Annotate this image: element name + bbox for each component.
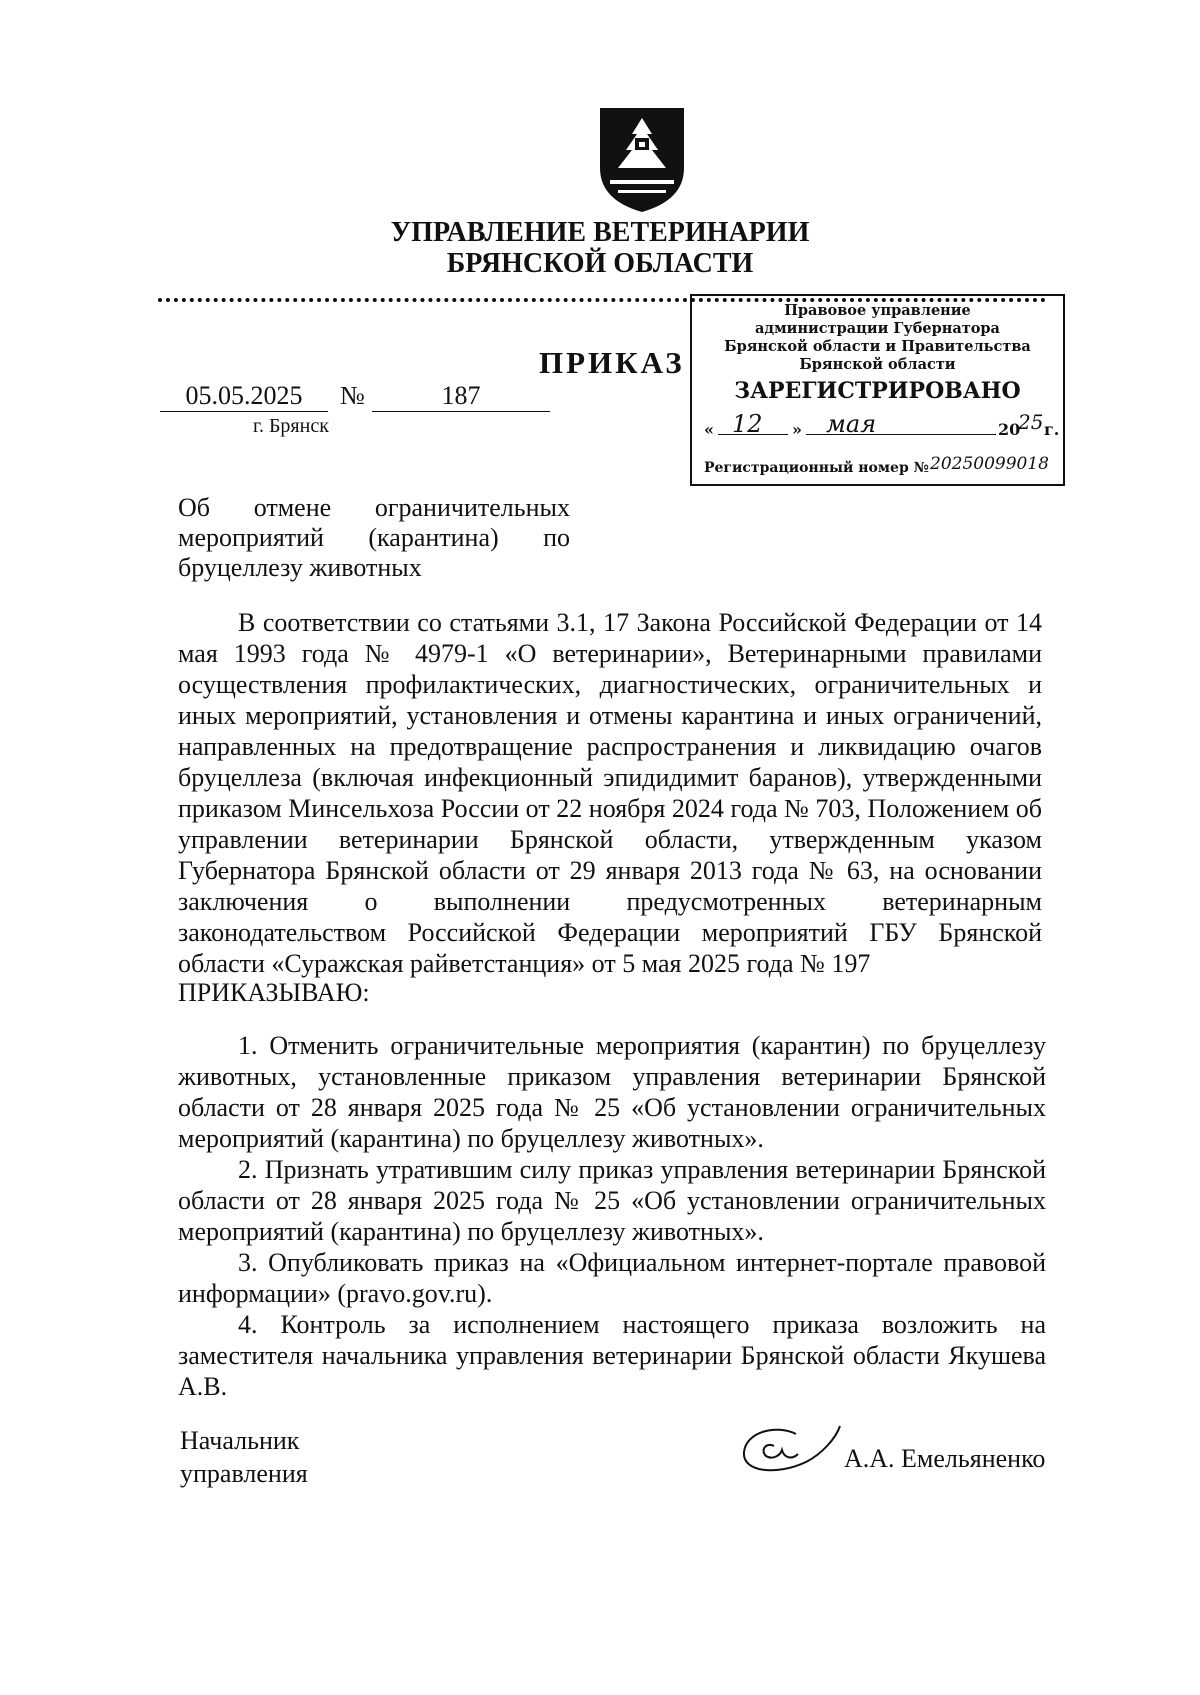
order-item-4: 4. Контроль за исполнением настоящего приказа возложить на заместителя начальника управления ветеринарии Брянской области Якушева А.В. [178, 1310, 1046, 1401]
order-items [178, 1030, 1046, 1402]
document-type-title: ПРИКАЗ [539, 345, 685, 380]
order-command: ПРИКАЗЫВАЮ: [178, 978, 370, 1007]
order-subject: Об отмене ограничительных мероприятий (карантина) по бруцеллезу животных [178, 493, 570, 582]
order-item-2: 2. Признать утратившим силу приказ управления ветеринарии Брянской области от 28 января 2025 года № 25 «Об установлении ограничительных мероприятий (карантина) по бруцеллезу животных». [178, 1155, 1046, 1246]
stamp-registered: ЗАРЕГИСТРИРОВАНО [734, 378, 1021, 404]
order-item-3: 3. Опубликовать приказ на «Официальном интернет-портале правовой информации» (pravo.gov.ru). [178, 1248, 1046, 1308]
stamp-reg-number: 20250099018 [930, 454, 1049, 474]
stamp-date-row: « 12 » мая 20 25 г. [704, 410, 1060, 439]
signatory-name: А.А. Емельяненко [844, 1444, 1046, 1473]
order-number: 187 [372, 381, 550, 412]
stamp-year-unit: г. [1044, 420, 1060, 439]
order-number-label: № [340, 381, 365, 410]
order-date: 05.05.2025 [160, 381, 328, 412]
coat-of-arms-emblem [596, 104, 688, 216]
position-line-1: Начальник [180, 1426, 300, 1455]
handwritten-signature [736, 1418, 856, 1482]
org-title-line1: УПРАВЛЕНИЕ ВЕТЕРИНАРИИ [390, 217, 810, 248]
stamp-line-4: Брянской области [799, 356, 956, 373]
stamp-month: мая [826, 410, 877, 438]
order-city: г. Брянск [253, 415, 329, 437]
order-item-1: 1. Отменить ограничительные мероприятия (карантин) по бруцеллезу животных, установленные приказом управления ветеринарии Брянской области от 28 января 2025 года № 25 «Об установлении ограничительных мероприятий (карантина) по бруцеллезу животных». [178, 1031, 1046, 1153]
stamp-reg-label: Регистрационный номер № [704, 460, 929, 476]
signatory-position [180, 1424, 308, 1490]
stamp-day: 12 [732, 410, 763, 438]
stamp-year-suffix: 25 [1018, 410, 1044, 434]
stamp-line-1: Правовое управление [784, 302, 971, 319]
org-title-line2: БРЯНСКОЙ ОБЛАСТИ [446, 248, 754, 279]
stamp-line-3: Брянской области и Правительства [724, 338, 1031, 355]
position-line-2: управления [180, 1459, 308, 1488]
stamp-year-prefix: 20 [998, 420, 1021, 439]
preamble-paragraph: В соответствии со статьями 3.1, 17 Закона Российской Федерации от 14 мая 1993 года № 4979-1 «О ветеринарии», Ветеринарными правилами осуществления профилактических, диагностических, ограничительных и иных мероприятий, установления и отмены карантина и иных ограничений, направленных на предотвращение распространения и ликвидацию очагов бруцеллеза (включая инфекционный эпидидимит баранов), утвержденными приказом Минсельхоза России от 22 ноября 2024 года № 703, Положением об управлении ветеринарии Брянской области, утвержденным указом Губернатора Брянской области от 29 января 2013 года № 63, на основании заключения о выполнении предусмотренных ветеринарным законодательством Российской Федерации мероприятий ГБУ Брянской области «Суражская райветстанция» от 5 мая 2025 года № 197 [178, 608, 1042, 978]
stamp-line-2: администрации Губернатора [755, 320, 1000, 337]
registration-stamp [690, 294, 1065, 486]
